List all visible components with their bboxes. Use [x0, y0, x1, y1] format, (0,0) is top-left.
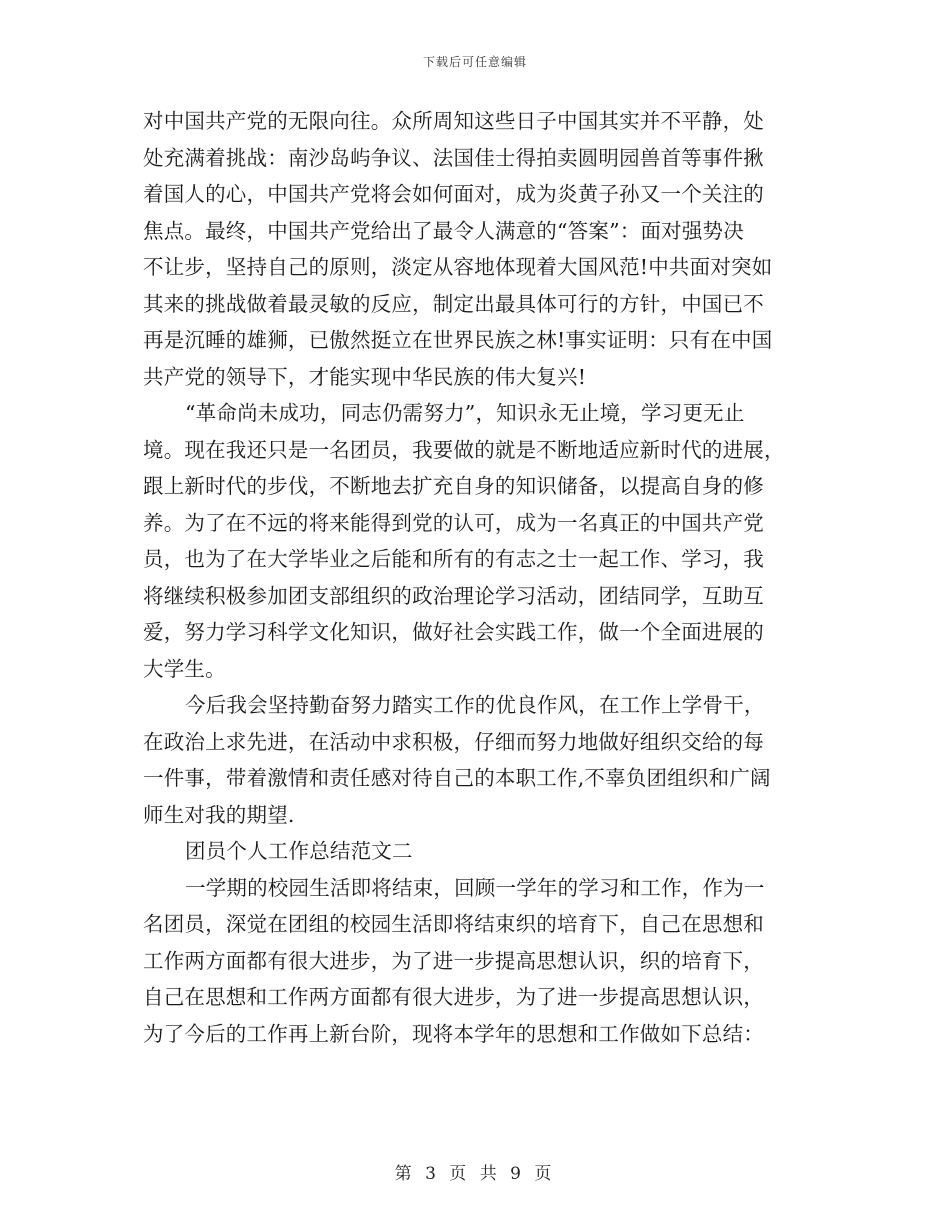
page-header: 下载后可任意编辑 — [422, 55, 527, 69]
text-line: 为了今后的工作再上新台阶，现将本学年的思想和工作做如下总结： — [143, 1021, 764, 1046]
text-line: 再是沉睡的雄狮，已傲然挺立在世界民族之林!事实证明：只有在中国 — [143, 328, 773, 352]
text-line: 员，也为了在大学毕业之后能和所有的有志之士一起工作、学习，我 — [143, 547, 764, 571]
paragraph-start-line: 一学期的校园生活即将结束，回顾一学年的学习和工作，作为一 — [185, 875, 765, 900]
text-line: 共产党的领导下，才能实现中华民族的伟大复兴! — [143, 364, 587, 389]
text-line: 处充满着挑战：南沙岛屿争议、法国佳士得拍卖圆明园兽首等事件揪 — [143, 145, 764, 170]
text-line: 将继续积极参加团支部组织的政治理论学习活动，团结同学，互助互 — [143, 583, 764, 608]
text-line: 师生对我的期望. — [143, 802, 295, 827]
text-line: 对中国共产党的无限向往。众所周知这些日子中国其实并不平静，处 — [143, 109, 764, 133]
paragraph-start-line: “革命尚未成功，同志仍需努力”，知识永无止境，学习更无止 — [185, 401, 745, 425]
text-line: 养。为了在不远的将来能得到党的认可，成为一名真正的中国共产党 — [143, 510, 764, 535]
text-line: 爱，努力学习科学文化知识，做好社会实践工作，做一个全面进展的 — [143, 620, 764, 644]
text-line: 其来的挑战做着最灵敏的反应，制定出最具体可行的方针，中国已不 — [143, 291, 764, 316]
text-line: 在政治上求先进，在活动中求积极，仔细而努力地做好组织交给的每 — [143, 729, 764, 754]
text-line: 焦点。最终，中国共产党给出了最令人满意的“答案”：面对强势决 — [143, 218, 744, 243]
text-line: 不让步，坚持自己的原则，淡定从容地体现着大国风范!中共面对突如 — [143, 255, 773, 279]
page-footer: 第 3 页 共 9 页 — [394, 1164, 556, 1184]
text-line: 大学生。 — [143, 656, 226, 681]
section-heading: 团员个人工作总结范文二 — [185, 839, 413, 863]
document-body — [143, 103, 805, 1052]
text-line: 境。现在我还只是一名团员，我要做的就是不断地适应新时代的进展， — [143, 437, 785, 462]
text-line: 一件事，带着激情和责任感对待自己的本职工作,不辜负团组织和广阔 — [143, 766, 771, 790]
text-line: 跟上新时代的步伐，不断地去扩充自身的知识储备，以提高自身的修 — [143, 474, 764, 498]
text-line: 着国人的心，中国共产党将会如何面对，成为炎黄子孙又一个关注的 — [143, 182, 764, 206]
text-line: 自己在思想和工作两方面都有很大进步，为了进一步提高思想认识， — [143, 985, 764, 1009]
text-line: 工作两方面都有很大进步，为了进一步提高思想认识，织的培育下， — [143, 948, 764, 973]
text-line: 名团员，深觉在团组的校园生活即将结束织的培育下，自己在思想和 — [143, 912, 764, 936]
paragraph-start-line: 今后我会坚持勤奋努力踏实工作的优良作风，在工作上学骨干， — [185, 693, 765, 717]
